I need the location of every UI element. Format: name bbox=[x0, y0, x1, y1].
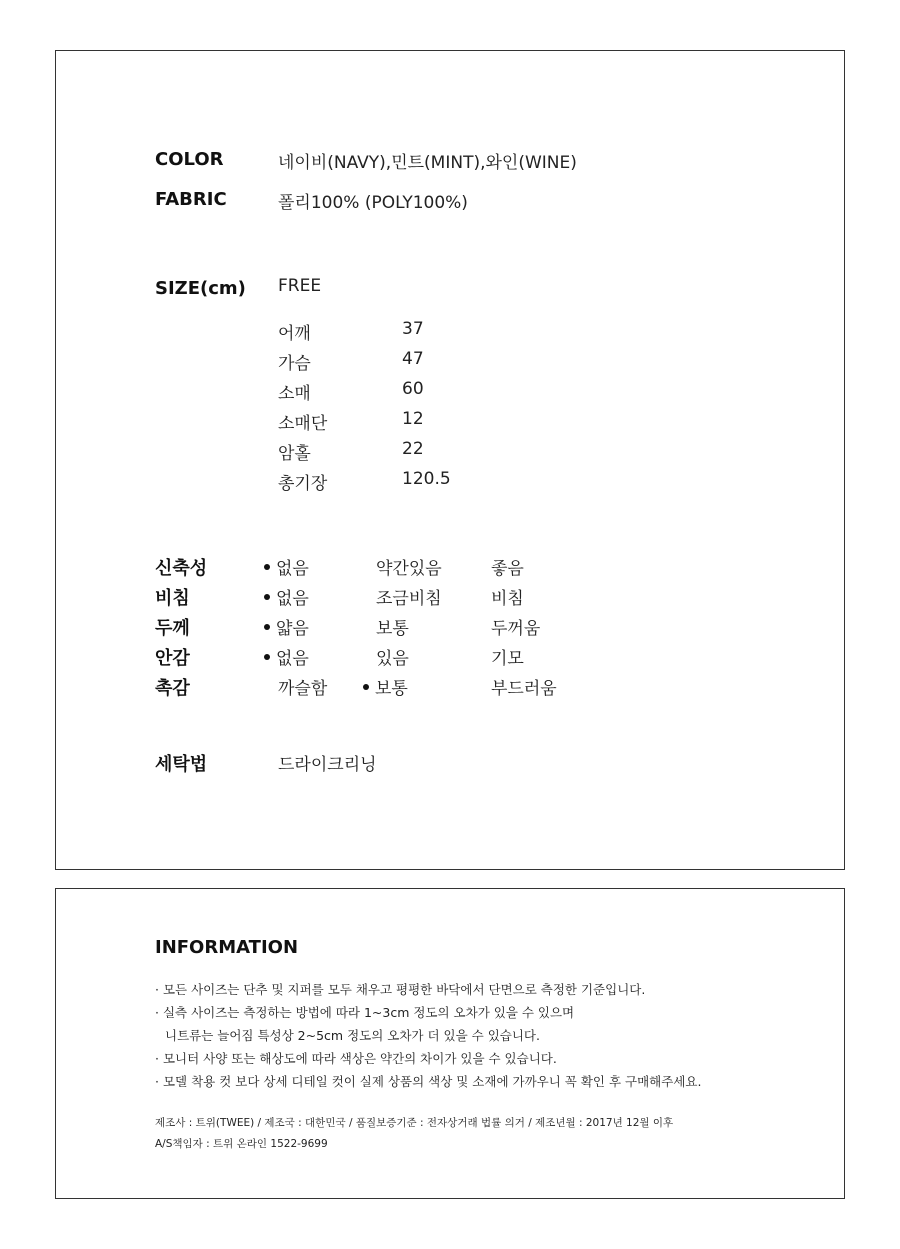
size-row-value: 22 bbox=[402, 439, 424, 459]
size-row-value: 12 bbox=[402, 409, 424, 429]
fabric-label: FABRIC bbox=[155, 189, 227, 210]
attribute-label: 촉감 bbox=[155, 678, 190, 699]
attribute-option: 조금비침 bbox=[376, 589, 442, 609]
information-note: · 실측 사이즈는 측정하는 방법에 따라 1~3cm 정도의 오차가 있을 수 있으며 bbox=[155, 1005, 575, 1020]
size-row-name: 가슴 bbox=[278, 354, 311, 374]
attribute-label: 안감 bbox=[155, 648, 190, 669]
size-row-name: 총기장 bbox=[278, 474, 328, 494]
size-header: FREE bbox=[278, 276, 322, 296]
attribute-option: 비침 bbox=[491, 589, 524, 609]
selected-dot-icon bbox=[264, 624, 270, 630]
color-value: 네이비(NAVY),민트(MINT),와인(WINE) bbox=[278, 153, 577, 173]
selected-dot-icon bbox=[363, 684, 369, 690]
size-row-name: 소매단 bbox=[278, 414, 328, 434]
size-row-value: 47 bbox=[402, 349, 424, 369]
selected-dot-icon bbox=[264, 594, 270, 600]
information-note: · 모델 착용 컷 보다 상세 디테일 컷이 실제 상품의 색상 및 소재에 가까우니 꼭 확인 후 구매해주세요. bbox=[155, 1074, 702, 1089]
washing-label: 세탁법 bbox=[155, 754, 208, 775]
information-note: · 모든 사이즈는 단추 및 지퍼를 모두 채우고 평평한 바닥에서 단면으로 측정한 기준입니다. bbox=[155, 982, 646, 997]
washing-value: 드라이크리닝 bbox=[278, 755, 377, 775]
attribute-option: 기모 bbox=[491, 649, 524, 669]
attribute-label: 신축성 bbox=[155, 558, 208, 579]
attribute-option: 까슬함 bbox=[278, 679, 328, 699]
size-row-name: 어깨 bbox=[278, 324, 311, 344]
product-spec-panel bbox=[55, 50, 845, 870]
size-row-name: 암홀 bbox=[278, 444, 311, 464]
attribute-option-selected: 없음 bbox=[264, 584, 309, 609]
size-label: SIZE(cm) bbox=[155, 278, 246, 299]
attribute-option-selected: 얇음 bbox=[264, 614, 309, 639]
attribute-option: 부드러움 bbox=[491, 679, 557, 699]
attribute-option: 좋음 bbox=[491, 559, 524, 579]
information-note: · 모니터 사양 또는 해상도에 따라 색상은 약간의 차이가 있을 수 있습니다. bbox=[155, 1051, 557, 1066]
size-row-value: 60 bbox=[402, 379, 424, 399]
size-row-name: 소매 bbox=[278, 384, 311, 404]
manufacturer-line: 제조사 : 트위(TWEE) / 제조국 : 대한민국 / 품질보증기준 : 전자상거래 법률 의거 / 제조년월 : 2017년 12월 이후 bbox=[155, 1117, 674, 1129]
size-row-value: 120.5 bbox=[402, 469, 451, 489]
attribute-option: 있음 bbox=[376, 649, 409, 669]
attribute-label: 두께 bbox=[155, 618, 190, 639]
attribute-option-selected: 없음 bbox=[264, 644, 309, 669]
attribute-option: 약간있음 bbox=[376, 559, 442, 579]
selected-dot-icon bbox=[264, 654, 270, 660]
color-label: COLOR bbox=[155, 149, 224, 170]
information-title: INFORMATION bbox=[155, 937, 299, 958]
information-note: 니트류는 늘어짐 특성상 2~5cm 정도의 오차가 더 있을 수 있습니다. bbox=[165, 1028, 540, 1043]
size-row-value: 37 bbox=[402, 319, 424, 339]
selected-dot-icon bbox=[264, 564, 270, 570]
attribute-option: 보통 bbox=[376, 619, 409, 639]
as-contact-line: A/S책임자 : 트위 온라인 1522-9699 bbox=[155, 1138, 328, 1150]
attribute-label: 비침 bbox=[155, 588, 190, 609]
fabric-value: 폴리100% (POLY100%) bbox=[278, 193, 468, 213]
attribute-option: 두꺼움 bbox=[491, 619, 541, 639]
attribute-option-selected: 없음 bbox=[264, 554, 309, 579]
attribute-option-selected: 보통 bbox=[363, 674, 408, 699]
